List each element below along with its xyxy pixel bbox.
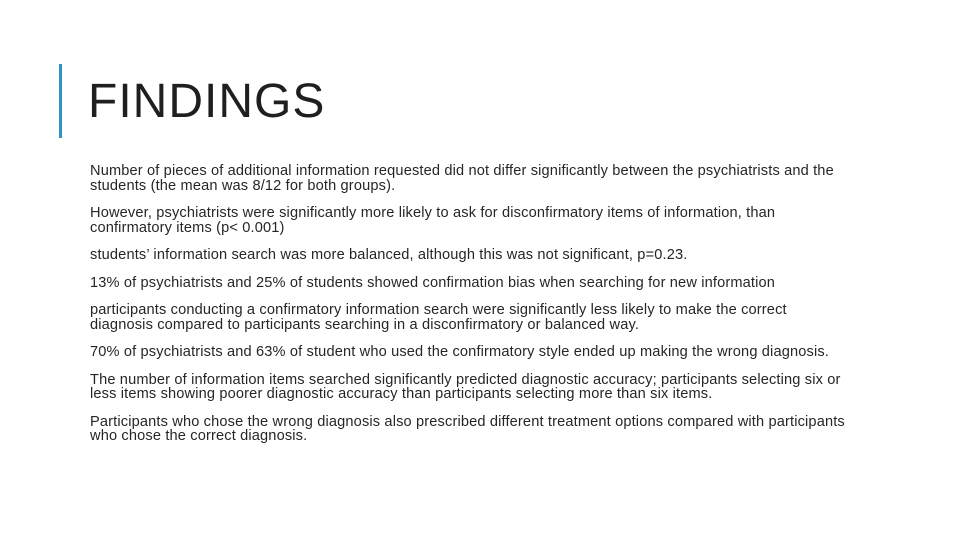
finding-item: Number of pieces of additional information requested did not differ significantly between the psychiatrists and the students (the mean was 8/12 for both groups). <box>90 163 834 194</box>
finding-item: 13% of psychiatrists and 25% of students showed confirmation bias when searching for new information <box>90 274 776 291</box>
finding-item: 70% of psychiatrists and 63% of student who used the confirmatory style ended up making the wrong diagnosis. <box>90 344 830 360</box>
title-accent-bar <box>59 64 62 138</box>
finding-item: students’ information search was more balanced, although this was not significant, p=0.23. <box>90 247 688 263</box>
finding-item: Participants who chose the wrong diagnosis also prescribed different treatment options compared with participants who chose the correct diagnosis. <box>90 413 845 444</box>
finding-item: The number of information items searched significantly predicted diagnostic accuracy; participants selecting six or less items showing poorer diagnostic accuracy than participants selecting more than six items. <box>90 371 841 402</box>
finding-item: However, psychiatrists were significantly more likely to ask for disconfirmatory items of information, than confirmatory items (p< 0.001) <box>90 205 776 236</box>
slide-title: FINDINGS <box>88 75 326 128</box>
finding-item: participants conducting a confirmatory information search were significantly less likely to make the correct diagnosis compared to participants searching in a disconfirmatory or balanced way. <box>90 302 787 333</box>
findings-list <box>90 164 850 457</box>
